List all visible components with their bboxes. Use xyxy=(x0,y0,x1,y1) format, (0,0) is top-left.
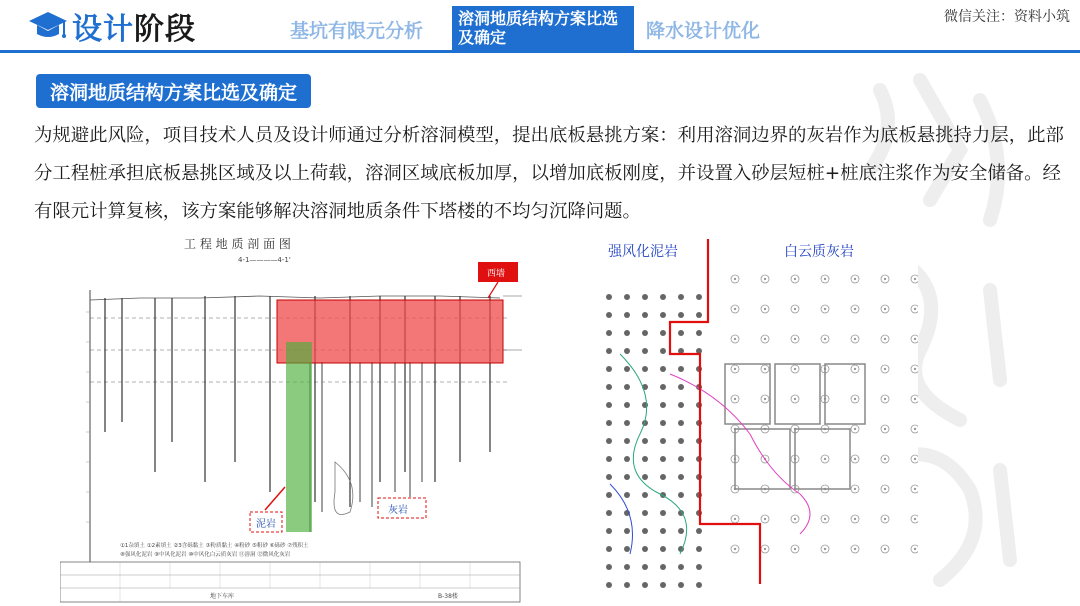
dolomitic-limestone-label: 白云质灰岩 xyxy=(784,244,854,260)
nav-item-foundation-analysis[interactable]: 基坑有限元分析 xyxy=(290,19,424,42)
brand-title-part2: 阶段 xyxy=(134,12,196,47)
mudstone-label: 泥岩 xyxy=(256,519,276,530)
section-figure-subtitle: 4-1————4-1' xyxy=(238,256,291,264)
nav-item-dewatering[interactable]: 降水设计优化 xyxy=(646,19,761,42)
mudstone-pile-zone xyxy=(286,342,312,532)
section-figure-title: 工 程 地 质 剖 面 图 xyxy=(184,237,291,251)
graduation-cap-icon xyxy=(28,9,68,43)
west-wall-label: 西墙 xyxy=(487,269,506,279)
brand xyxy=(28,6,196,46)
nav-item-karst-scheme[interactable]: 溶洞地质结构方案比选及确定 xyxy=(452,6,634,50)
weathered-mudstone-label: 强风化泥岩 xyxy=(608,244,678,260)
geological-section-figure xyxy=(60,232,522,606)
description-paragraph: 为规避此风险，项目技术人员及设计师通过分析溶洞模型，提出底板悬挑方案：利用溶洞边界的灰岩作为底板悬挑持力层，此部分工程桩承担底板悬挑区域及以上荷载，溶洞区域底板加厚，以增加底板刚度，并设置入砂层短桩+桩底注浆作为安全储备。经有限元计算复核，该方案能够解决溶洞地质条件下塔楼的不均匀沉降问题。 xyxy=(34,125,1064,222)
garage-label: 地下车库 xyxy=(210,593,235,600)
pile-layout-plan-figure xyxy=(600,234,918,594)
header-divider xyxy=(0,50,1080,53)
top-bar xyxy=(0,0,1080,52)
brand-title-part1: 设计 xyxy=(72,12,134,47)
legend-line-1: ①1杂填土 ①2素填土 ②3含砾黏土 ③粉质黏土 ④粉砂 ⑤粗砂 ⑥砾砂 ⑦残积土 xyxy=(120,543,309,549)
limestone-label: 灰岩 xyxy=(388,505,408,516)
section-title: 溶洞地质结构方案比选及确定 xyxy=(36,74,311,108)
legend-line-2: ⑧强风化泥岩 ⑨中风化泥岩 ⑩中风化白云质灰岩 ⑪溶洞 ⑫微风化灰岩 xyxy=(120,552,291,558)
follow-text: 微信关注：资料小筑 xyxy=(944,9,1070,25)
tower-label: B-38楼 xyxy=(438,593,458,600)
